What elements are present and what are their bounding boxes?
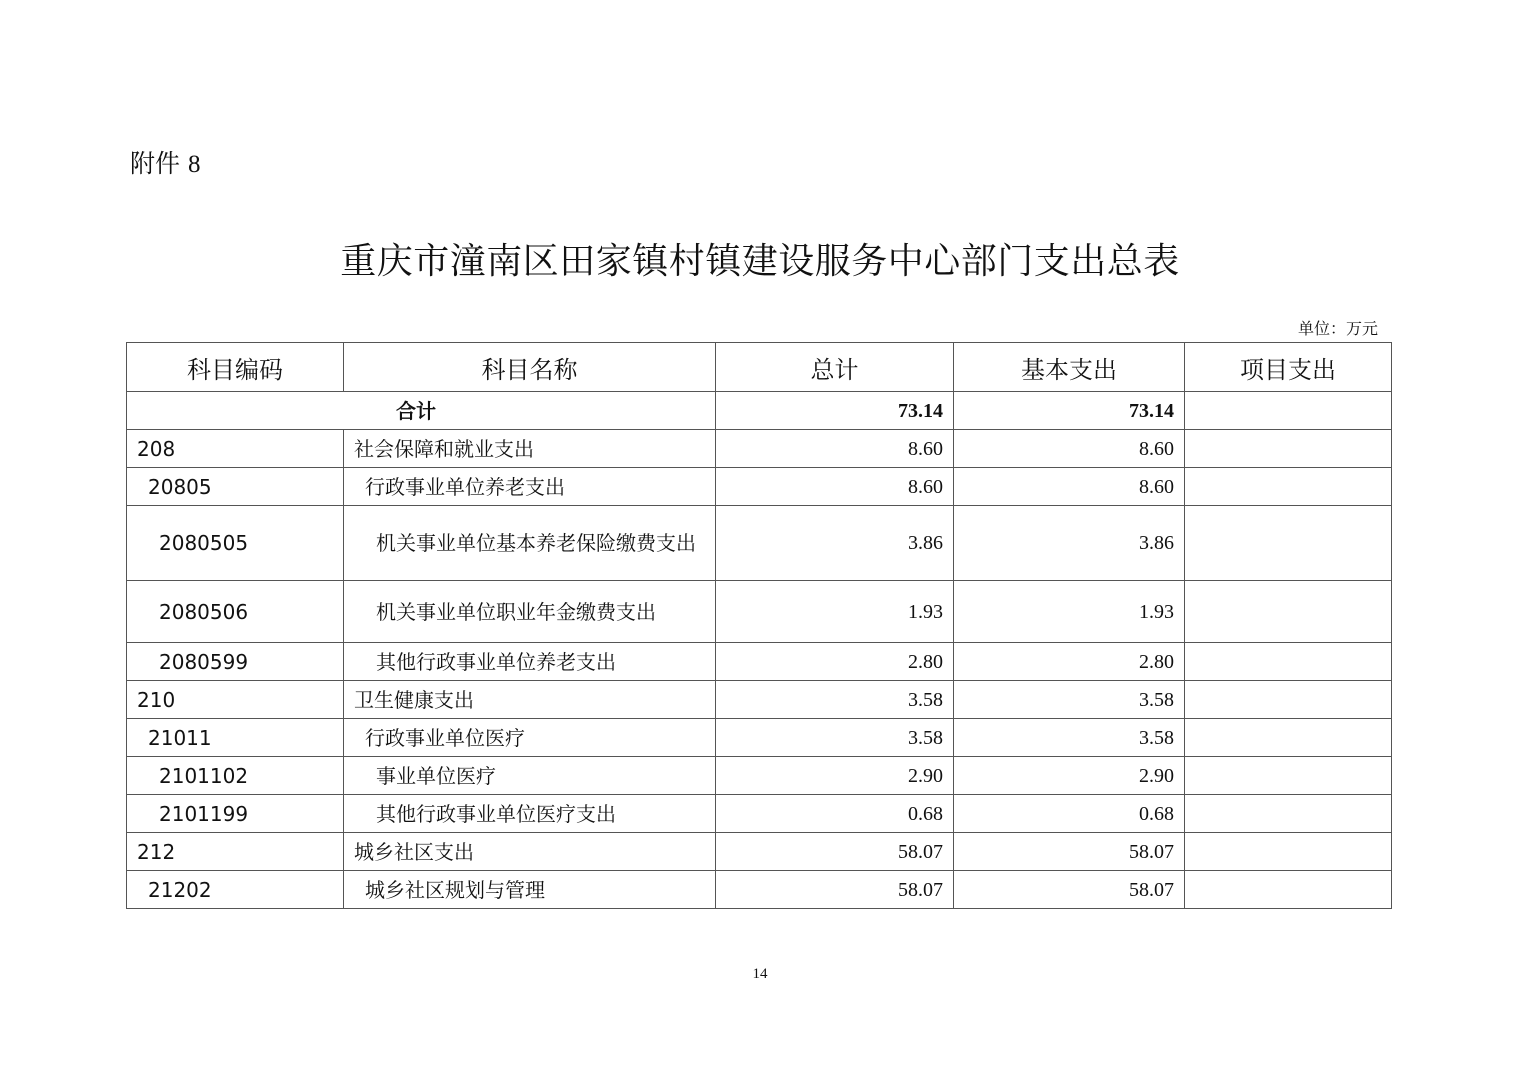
row-name: 行政事业单位养老支出 xyxy=(344,468,716,506)
row-basic: 58.07 xyxy=(954,833,1185,871)
row-code: 2080506 xyxy=(127,581,344,643)
table-row xyxy=(127,681,1392,719)
row-total: 3.86 xyxy=(716,506,954,581)
row-project xyxy=(1185,719,1392,757)
row-name: 其他行政事业单位养老支出 xyxy=(344,643,716,681)
row-code: 2080505 xyxy=(127,506,344,581)
table-row xyxy=(127,795,1392,833)
row-total: 58.07 xyxy=(716,833,954,871)
row-project xyxy=(1185,871,1392,909)
table-row xyxy=(127,506,1392,581)
table-row xyxy=(127,871,1392,909)
row-total: 2.90 xyxy=(716,757,954,795)
row-total: 2.80 xyxy=(716,643,954,681)
attachment-number: 8 xyxy=(187,151,201,178)
row-total: 1.93 xyxy=(716,581,954,643)
row-code: 210 xyxy=(127,681,344,719)
expenditure-table xyxy=(126,342,1392,909)
table-row xyxy=(127,468,1392,506)
row-basic: 0.68 xyxy=(954,795,1185,833)
header-basic: 基本支出 xyxy=(954,343,1185,392)
table-row xyxy=(127,833,1392,871)
table-row xyxy=(127,757,1392,795)
row-project xyxy=(1185,468,1392,506)
row-code: 2080599 xyxy=(127,643,344,681)
row-project xyxy=(1185,833,1392,871)
page-number: 14 xyxy=(752,966,768,982)
row-project xyxy=(1185,757,1392,795)
total-total: 73.14 xyxy=(716,392,954,430)
table-row xyxy=(127,643,1392,681)
row-basic: 3.86 xyxy=(954,506,1185,581)
row-code: 21202 xyxy=(127,871,344,909)
table-row xyxy=(127,719,1392,757)
row-total: 3.58 xyxy=(716,719,954,757)
row-project xyxy=(1185,581,1392,643)
row-total: 58.07 xyxy=(716,871,954,909)
row-basic: 3.58 xyxy=(954,681,1185,719)
row-basic: 58.07 xyxy=(954,871,1185,909)
row-name: 事业单位医疗 xyxy=(344,757,716,795)
total-row xyxy=(127,392,1392,430)
row-name: 其他行政事业单位医疗支出 xyxy=(344,795,716,833)
row-name: 城乡社区规划与管理 xyxy=(344,871,716,909)
row-code: 2101102 xyxy=(127,757,344,795)
row-basic: 3.58 xyxy=(954,719,1185,757)
header-row xyxy=(127,343,1392,392)
total-project xyxy=(1185,392,1392,430)
row-name: 行政事业单位医疗 xyxy=(344,719,716,757)
row-basic: 2.80 xyxy=(954,643,1185,681)
row-name: 机关事业单位基本养老保险缴费支出 xyxy=(344,506,716,581)
total-basic: 73.14 xyxy=(954,392,1185,430)
row-code: 208 xyxy=(127,430,344,468)
attachment-text: 附件 xyxy=(130,149,181,178)
row-code: 20805 xyxy=(127,468,344,506)
row-project xyxy=(1185,506,1392,581)
row-code: 21011 xyxy=(127,719,344,757)
row-name: 社会保障和就业支出 xyxy=(344,430,716,468)
row-basic: 8.60 xyxy=(954,468,1185,506)
row-basic: 1.93 xyxy=(954,581,1185,643)
header-code: 科目编码 xyxy=(127,343,344,392)
row-project xyxy=(1185,795,1392,833)
attachment-label xyxy=(130,146,200,183)
total-label: 合计 xyxy=(127,392,716,430)
header-project: 项目支出 xyxy=(1185,343,1392,392)
table-row xyxy=(127,430,1392,468)
unit-label: 单位：万元 xyxy=(1297,319,1378,338)
row-project xyxy=(1185,681,1392,719)
table-row xyxy=(127,581,1392,643)
row-project xyxy=(1185,643,1392,681)
row-total: 0.68 xyxy=(716,795,954,833)
document-title: 重庆市潼南区田家镇村镇建设服务中心部门支出总表 xyxy=(340,241,1180,282)
row-basic: 2.90 xyxy=(954,757,1185,795)
row-code: 212 xyxy=(127,833,344,871)
row-name: 机关事业单位职业年金缴费支出 xyxy=(344,581,716,643)
row-code: 2101199 xyxy=(127,795,344,833)
row-project xyxy=(1185,430,1392,468)
row-basic: 8.60 xyxy=(954,430,1185,468)
row-total: 8.60 xyxy=(716,430,954,468)
header-total: 总计 xyxy=(716,343,954,392)
row-name: 城乡社区支出 xyxy=(344,833,716,871)
header-name: 科目名称 xyxy=(344,343,716,392)
row-total: 8.60 xyxy=(716,468,954,506)
row-name: 卫生健康支出 xyxy=(344,681,716,719)
row-total: 3.58 xyxy=(716,681,954,719)
